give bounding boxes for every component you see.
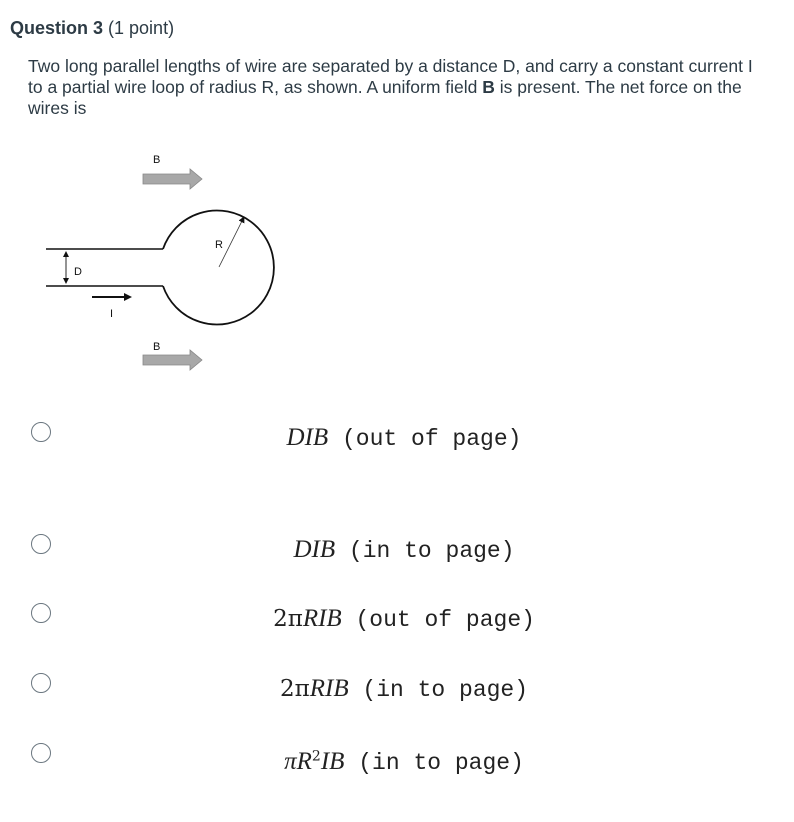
b-field-label-top: B — [153, 154, 161, 166]
option-3-answer — [180, 605, 628, 633]
option-5-answer — [180, 748, 628, 776]
question-text-part2: is present. The net force on the wires is — [28, 77, 742, 118]
option-4-prefix: 2π — [279, 676, 310, 702]
option-4-direction: (in to page) — [348, 677, 529, 703]
question-title: Question 3 — [10, 18, 104, 38]
wire-loop-figure — [0, 140, 300, 380]
current-label: I — [110, 308, 114, 320]
radius-label: R — [215, 239, 223, 251]
option-3-radio[interactable] — [31, 603, 51, 623]
option-1-radio[interactable] — [31, 422, 51, 442]
partial-loop — [163, 211, 274, 325]
question-text — [28, 56, 768, 119]
option-5-radio[interactable] — [31, 743, 51, 763]
b-field-arrow-bottom — [143, 350, 202, 370]
option-3-prefix: 2π — [273, 606, 303, 632]
question-text-bold-b: B — [482, 77, 495, 97]
option-5-expression-rest: IB — [320, 748, 345, 775]
option-4-radio[interactable] — [31, 673, 51, 693]
option-2-answer — [180, 536, 628, 564]
option-5-expression: R — [296, 748, 312, 775]
option-2-direction: (in to page) — [335, 538, 515, 564]
option-3-direction: (out of page) — [341, 607, 535, 633]
option-1-direction: (out of page) — [328, 426, 522, 452]
option-2-radio[interactable] — [31, 534, 51, 554]
option-5-direction: (in to page) — [344, 750, 524, 776]
option-5-exponent: 2 — [311, 748, 321, 765]
question-points: (1 point) — [108, 18, 175, 38]
option-1-expression: DIB — [286, 424, 329, 451]
question-text-part1: Two long parallel lengths of wire are separated by a distance D, and carry a constant current I to a partial wire loop of radius R, as shown. A uniform field — [28, 56, 753, 97]
option-4-expression: RIB — [309, 675, 349, 702]
option-2-expression: DIB — [293, 536, 336, 563]
d-label: D — [74, 266, 82, 278]
option-5-prefix: π — [284, 748, 297, 775]
b-field-label-bottom: B — [153, 341, 161, 353]
option-4-answer — [180, 675, 628, 703]
option-1-answer — [180, 424, 628, 452]
question-header — [10, 18, 174, 39]
option-3-expression: RIB — [302, 605, 342, 632]
b-field-arrow-top — [143, 169, 202, 189]
